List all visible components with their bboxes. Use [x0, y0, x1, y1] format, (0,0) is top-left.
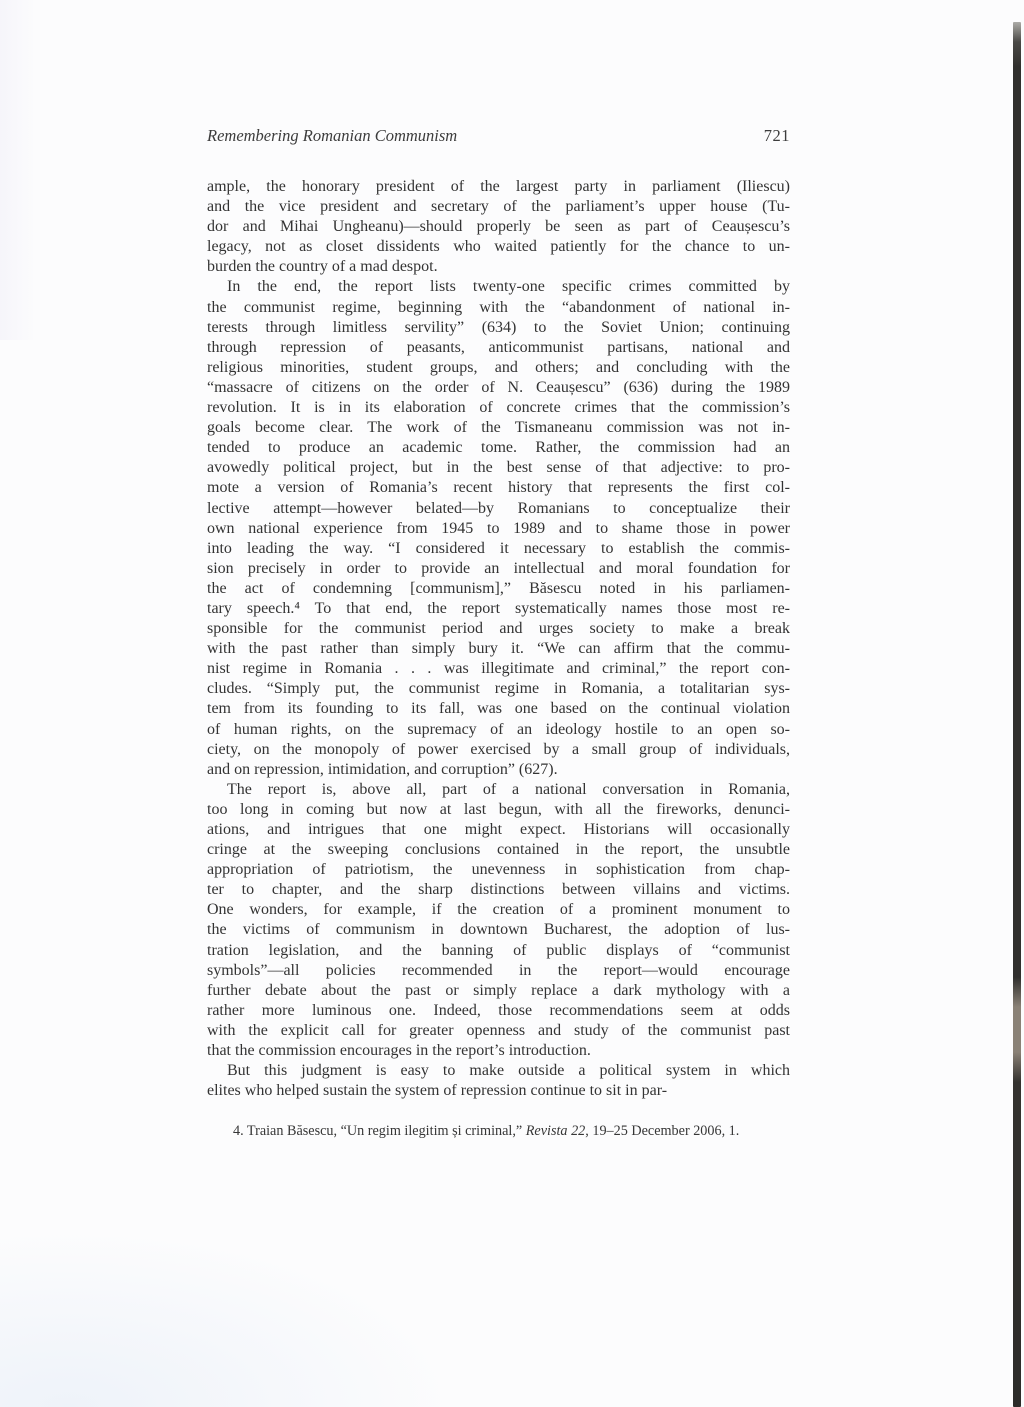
text-line: with the explicit call for greater openness and study of the communist past [207, 1021, 790, 1039]
text-line: rather more luminous one. Indeed, those recommendations seem at odds [207, 1001, 790, 1019]
scan-tint-top-left [0, 0, 60, 340]
text-line: “massacre of citizens on the order of N. Ceaușescu” (636) during the 1989 [207, 378, 790, 396]
text-line: the communist regime, beginning with the “abandonment of national in- [207, 298, 790, 316]
paragraph [207, 177, 790, 277]
text-line: that the commission encourages in the report’s introduction. [207, 1042, 591, 1060]
text-line: goals become clear. The work of the Tismaneanu commission was not in- [207, 419, 790, 437]
text-line: of human rights, on the supremacy of an ideology hostile to an open so- [207, 720, 790, 738]
paragraph [207, 277, 790, 779]
running-header [207, 126, 790, 146]
footnote-journal-title: Revista 22 [525, 1123, 586, 1139]
paragraph [207, 780, 790, 1061]
scan-edge-artifact [1013, 22, 1021, 1407]
page-number: 721 [763, 126, 790, 145]
text-line: symbols”—all policies recommended in the report—would encourage [207, 961, 790, 979]
text-line: ations, and intrigues that one might expect. Historians will occasionally [207, 821, 790, 838]
text-line: the act of condemning [communism],” Băsescu noted in his parliamen- [207, 579, 790, 597]
text-line: into leading the way. “I considered it necessary to establish the commis- [207, 539, 790, 557]
text-line: legacy, not as closet dissidents who waited patiently for the chance to un- [207, 238, 790, 256]
text-line: avowedly political project, but in the best sense of that adjective: to pro- [207, 459, 790, 477]
footnote [207, 1122, 790, 1140]
text-line: the victims of communism in downtown Bucharest, the adoption of lus- [207, 921, 790, 939]
paragraph [207, 1061, 790, 1101]
text-line: tem from its founding to its fall, was one based on the continual violation [207, 700, 790, 718]
text-line: nist regime in Romania . . . was illegitimate and criminal,” the report con- [207, 660, 790, 678]
text-line: sponsible for the communist period and urges society to make a break [207, 620, 790, 638]
text-line: appropriation of patriotism, the unevenness in sophistication from chap- [207, 861, 790, 879]
text-line: tended to produce an academic tome. Rather, the commission had an [207, 439, 790, 457]
text-line: ample, the honorary president of the largest party in parliament (Iliescu) [207, 178, 790, 195]
text-line: burden the country of a mad despot. [207, 258, 438, 276]
text-line: and on repression, intimidation, and corruption” (627). [207, 760, 558, 778]
text-line: tary speech.⁴ To that end, the report systematically names those most re- [207, 599, 790, 617]
text-line: elites who helped sustain the system of repression continue to sit in par- [207, 1082, 668, 1100]
text-line: cludes. “Simply put, the communist regime in Romania, a totalitarian sys- [207, 680, 790, 698]
text-line: own national experience from 1945 to 1989 and to shame those in power [207, 519, 790, 537]
text-line: cringe at the sweeping conclusions contained in the report, the unsubtle [207, 841, 790, 859]
text-line: ter to chapter, and the sharp distinctions between villains and victims. [207, 881, 790, 899]
running-header-title: Remembering Romanian Communism [207, 126, 458, 145]
text-line: terests through limitless servility” (634) to the Soviet Union; continuing [207, 318, 790, 336]
text-line: tration legislation, and the banning of public displays of “communist [207, 941, 790, 959]
text-line: lective attempt—however belated—by Romanians to conceptualize their [207, 499, 790, 517]
text-line: too long in coming but now at last begun, with all the fireworks, denunci- [207, 800, 790, 818]
text-line: with the past rather than simply bury it. “We can affirm that the commu- [207, 640, 790, 658]
footnote-citation-pre: 4. Traian Băsescu, “Un regim ilegitim și criminal,” [233, 1123, 526, 1139]
text-line: But this judgment is easy to make outside a political system in which [227, 1062, 790, 1080]
text-line: through repression of peasants, anticommunist partisans, national and [207, 338, 790, 356]
text-line: dor and Mihai Ungheanu)—should properly be seen as part of Ceaușescu’s [207, 218, 790, 236]
text-line: sion precisely in order to provide an intellectual and moral foundation for [207, 559, 790, 577]
body-text [207, 177, 790, 1101]
text-line: ciety, on the monopoly of power exercised by a small group of individuals, [207, 740, 790, 758]
scan-tint-bottom-left [0, 1227, 460, 1407]
text-line: In the end, the report lists twenty-one specific crimes committed by [227, 278, 790, 296]
text-line: revolution. It is in its elaboration of concrete crimes that the commission’s [207, 399, 790, 417]
text-line: and the vice president and secretary of the parliament’s upper house (Tu- [207, 198, 790, 216]
text-line: mote a version of Romania’s recent history that represents the first col- [207, 479, 790, 497]
text-line: The report is, above all, part of a national conversation in Romania, [227, 780, 790, 798]
text-line: religious minorities, student groups, and others; and concluding with the [207, 358, 790, 376]
footnote-citation-post: , 19–25 December 2006, 1. [585, 1123, 740, 1139]
text-line: further debate about the past or simply replace a dark mythology with a [207, 981, 790, 999]
text-line: One wonders, for example, if the creation of a prominent monument to [207, 901, 790, 919]
